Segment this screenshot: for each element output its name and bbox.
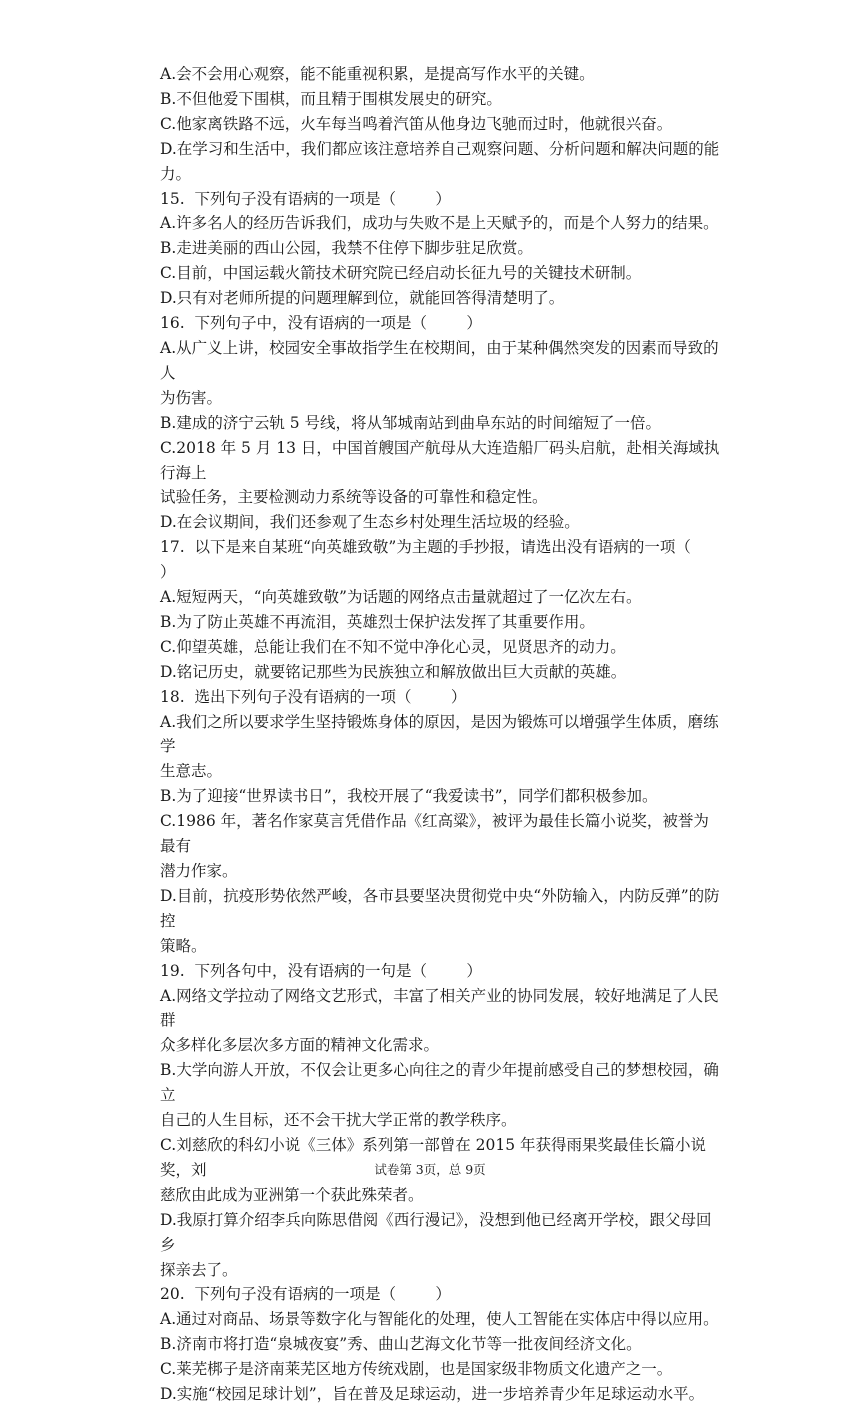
text-line: B.为了防止英雄不再流泪，英雄烈士保护法发挥了其重要作用。 [160,612,595,631]
text-line: 自己的人生目标，还不会干扰大学正常的教学秩序。 [160,1111,517,1130]
page-footer: 试卷第 3页，总 9页 [374,1162,486,1177]
text-line: C.仰望英雄，总能让我们在不知不觉中净化心灵，见贤思齐的动力。 [160,637,626,656]
question-stem: 15. 下列句子没有语病的一项是（ ） [160,189,451,208]
question-stem: 18. 选出下列句子没有语病的一项（ ） [160,687,467,706]
text-line: D.实施“校园足球计划”，旨在普及足球运动，进一步培养青少年足球运动水平。 [160,1385,705,1404]
question-stem: 19. 下列各句中，没有语病的一句是（ ） [160,961,482,980]
question-stem: 16. 下列句子中，没有语病的一项是（ ） [160,314,482,333]
text-line: B.建成的济宁云轨 5 号线，将从邹城南站到曲阜东站的时间缩短了一倍。 [160,413,662,432]
text-line: C.莱芜梆子是济南莱芜区地方传统戏剧，也是国家级非物质文化遗产之一。 [160,1360,673,1379]
text-line: 试验任务，主要检测动力系统等设备的可靠性和稳定性。 [160,488,548,507]
text-line: C.1986 年，著名作家莫言凭借作品《红高粱》，被评为最佳长篇小说奖，被誉为最有 [160,812,709,856]
text-line: B.为了迎接“世界读书日”，我校开展了“我爱读书”，同学们都积极参加。 [160,787,658,806]
text-line: A.网络文学拉动了网络文艺形式，丰富了相关产业的协同发展，较好地满足了人民群 [160,986,719,1030]
text-line: 策略。 [160,936,207,955]
question-stem: 17. 以下是来自某班“向英雄致敬”为主题的手抄报，请选出没有语病的一项（ ） [160,538,731,582]
text-line: 力。 [160,164,192,183]
text-line: 众多样化多层次多方面的精神文化需求。 [160,1036,440,1055]
text-line: 为伤害。 [160,388,223,407]
text-line: C.他家离铁路不远，火车每当鸣着汽笛从他身边飞驰而过时，他就很兴奋。 [160,114,673,133]
text-line: C.2018 年 5 月 13 日，中国首艘国产航母从大连造船厂码头启航，赴相关海域执行海上 [160,438,720,482]
text-line: 潜力作家。 [160,862,238,880]
text-line: B.不但他爱下围棋，而且精于围棋发展史的研究。 [160,89,502,108]
text-line: A.我们之所以要求学生坚持锻炼身体的原因，是因为锻炼可以增强学生体质，磨练学 [160,712,719,756]
text-line: A.会不会用心观察，能不能重视积累，是提高写作水平的关键。 [160,65,595,83]
text-line: D.在会议期间，我们还参观了生态乡村处理生活垃圾的经验。 [160,513,580,532]
text-line: A.短短两天，“向英雄致敬”为话题的网络点击量就超过了一亿次左右。 [160,588,642,607]
text-line: D.铭记历史，就要铭记那些为民族独立和解放做出巨大贡献的英雄。 [160,662,627,681]
text-line: A.从广义上讲，校园安全事故指学生在校期间，由于某种偶然突发的因素而导致的人 [160,338,719,382]
question-stem: 20. 下列句子没有语病的一项是（ ） [160,1285,451,1304]
text-line: C.刘慈欣的科幻小说《三体》系列第一部曾在 2015 年获得雨果奖最佳长篇小说奖，刘 [160,1135,707,1179]
text-line: 慈欣由此成为亚洲第一个获此殊荣者。 [160,1185,424,1204]
text-line: 探亲去了。 [160,1260,238,1279]
text-line: A.许多名人的经历告诉我们，成功与失败不是上天赋予的，而是个人努力的结果。 [160,214,719,233]
text-line: 生意志。 [160,762,223,781]
text-line: D.只有对老师所提的问题理解到位，就能回答得清楚明了。 [160,289,565,308]
text-line: B.大学向游人开放，不仅会让更多心向往之的青少年提前感受自己的梦想校园，确立 [160,1061,719,1105]
text-line: B.走进美丽的西山公园，我禁不住停下脚步驻足欣赏。 [160,239,533,258]
text-line: D.在学习和生活中，我们都应该注意培养自己观察问题、分析问题和解决问题的能 [160,139,720,158]
text-line: D.我原打算介绍李兵向陈思借阅《西行漫记》，没想到他已经离开学校，跟父母回乡 [160,1210,712,1254]
text-line: B.济南市将打造“泉城夜宴”秀、曲山艺海文化节等一批夜间经济文化。 [160,1335,642,1354]
text-line: C.目前，中国运载火箭技术研究院已经启动长征九号的关键技术研制。 [160,264,642,283]
text-line: D.目前，抗疫形势依然严峻，各市县要坚决贯彻党中央“外防输入，内防反弹”的防控 [160,886,720,930]
text-line: A.通过对商品、场景等数字化与智能化的处理，使人工智能在实体店中得以应用。 [160,1310,719,1329]
question-content [160,62,731,1407]
